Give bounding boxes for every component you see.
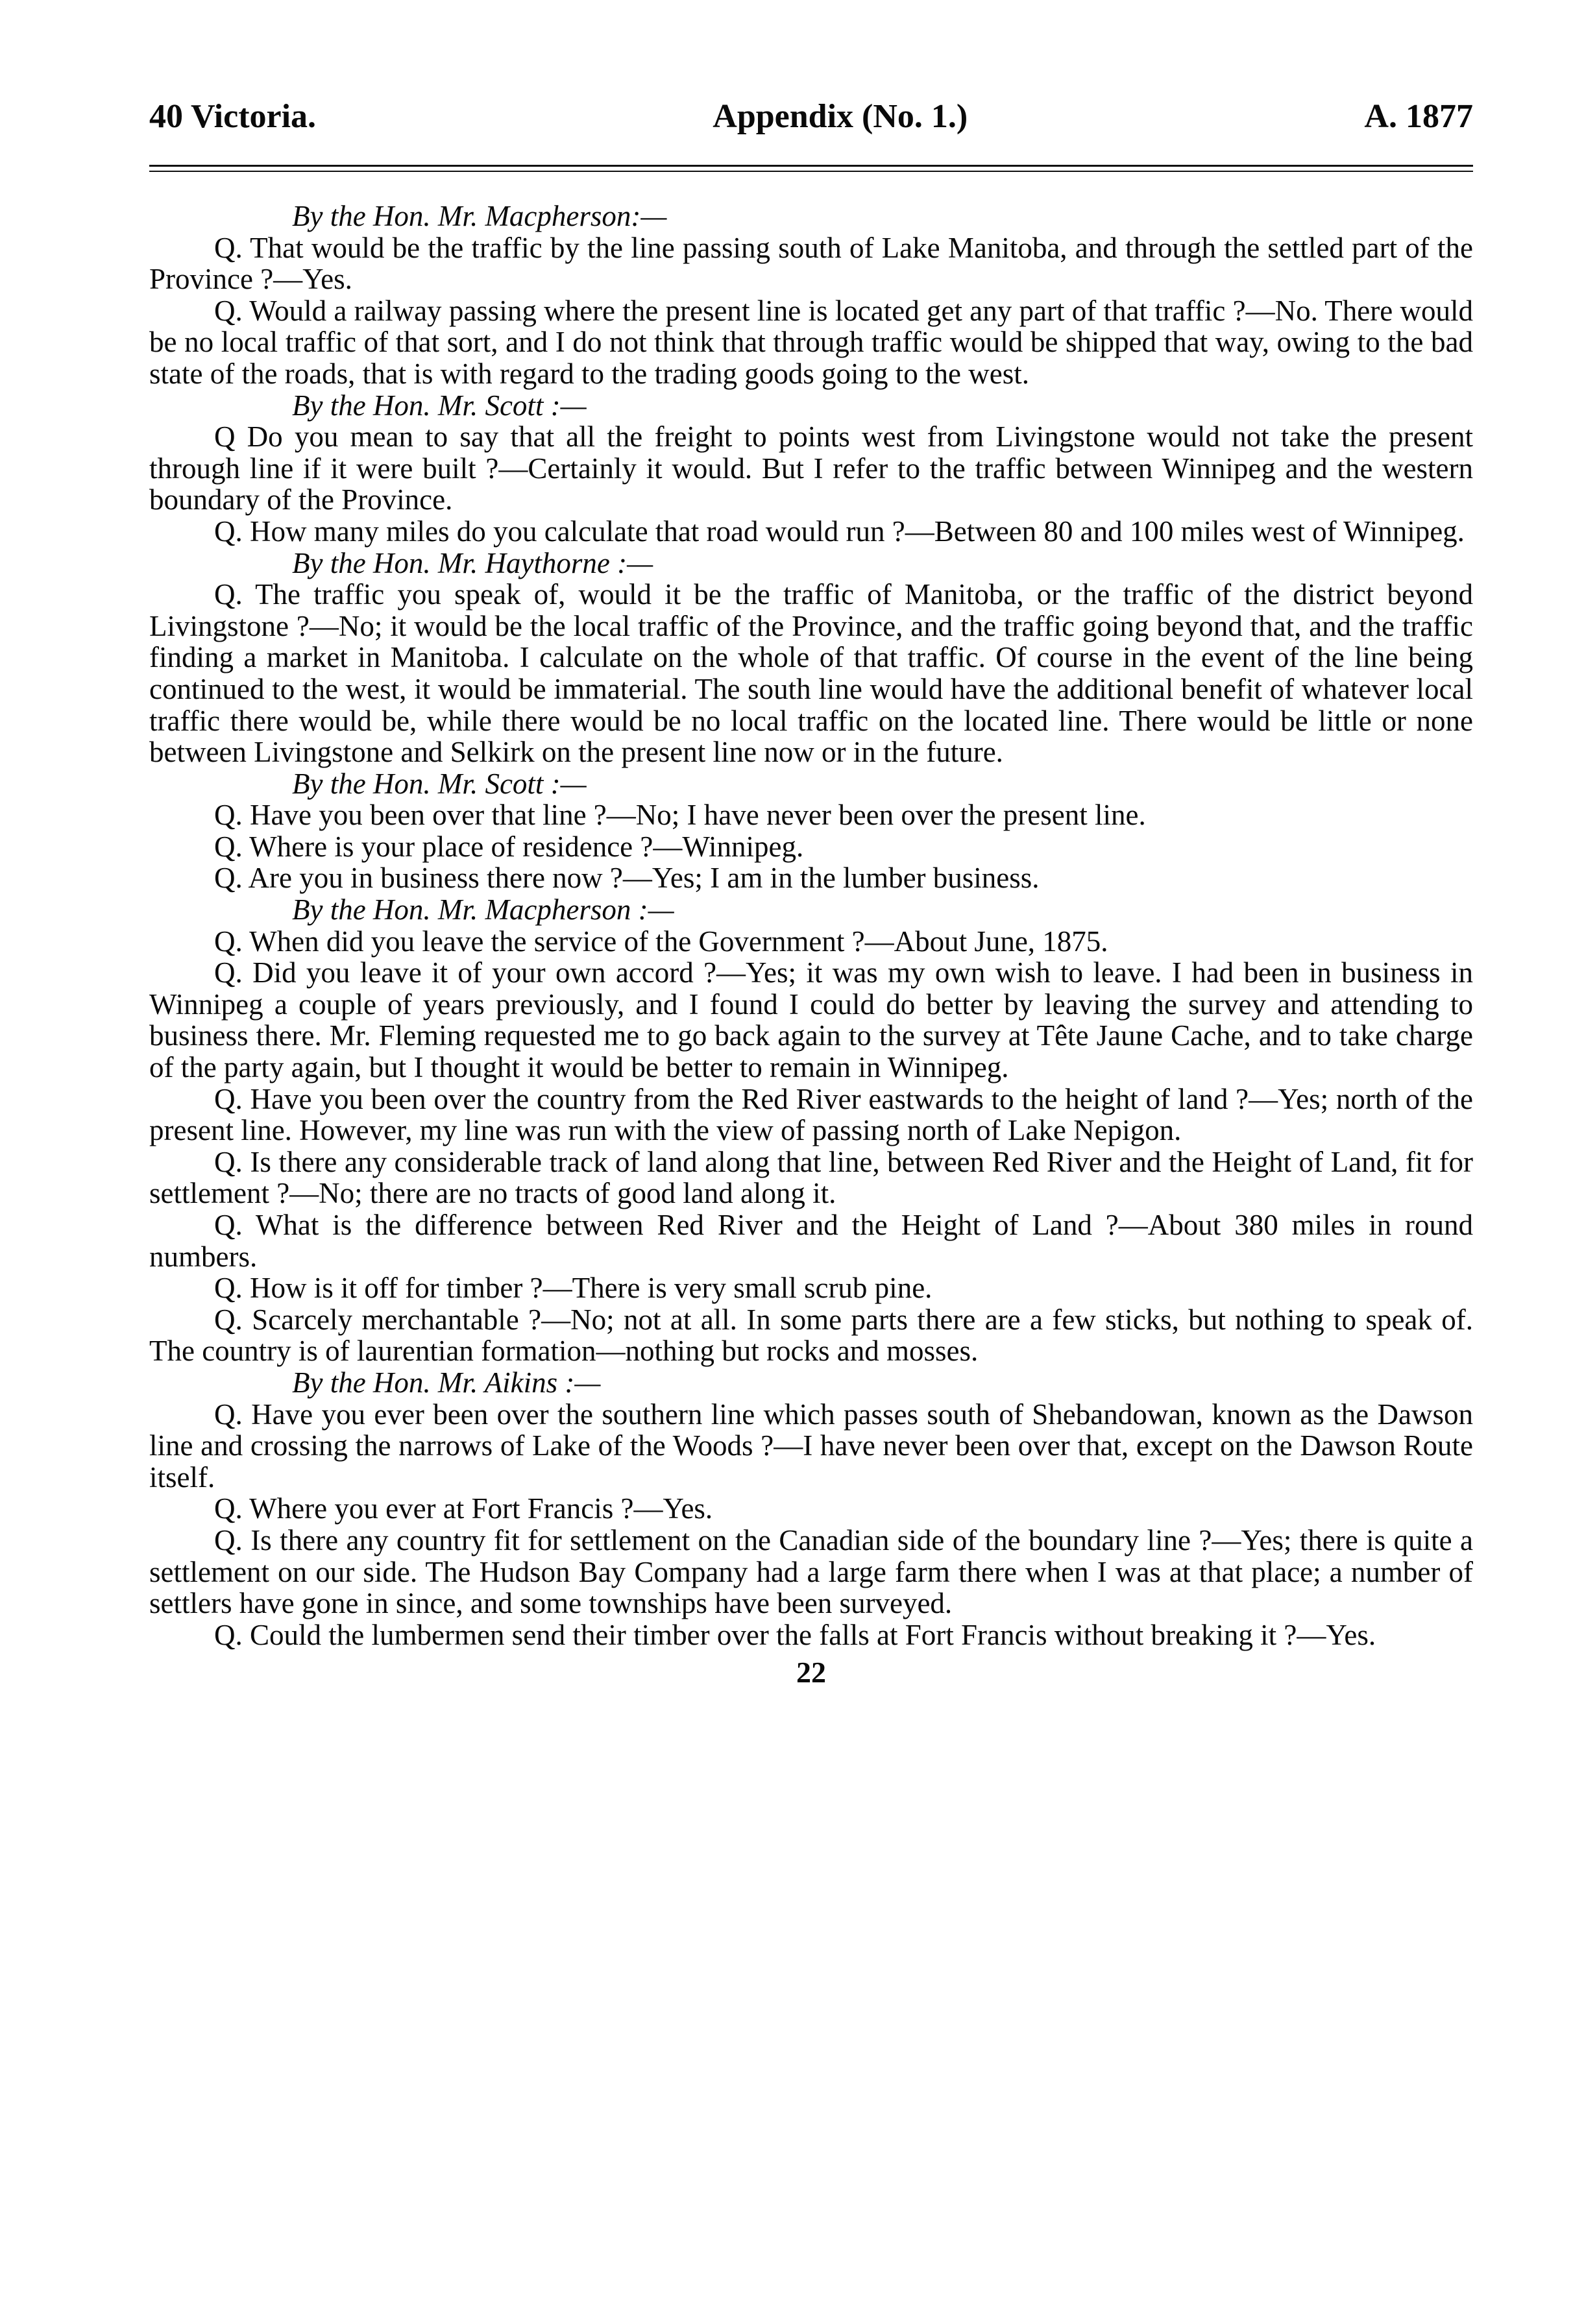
document-body — [149, 200, 1473, 1689]
speaker-heading: By the Hon. Mr. Macpherson:— — [292, 200, 667, 232]
running-header — [149, 97, 1473, 156]
testimony-paragraph: Q. How many miles do you calculate that road would run ?—Between 80 and 100 miles west of Winnipeg. — [214, 514, 1465, 548]
testimony-paragraph: Q. Would a railway passing where the present line is located get any part of that traffic ?—No. There would be no local traffic of that sort, and I do not think that through traffic would be shipped that way, owing to the bad state of the roads, that is with regard to the trading goods going to the west. — [149, 294, 1473, 390]
testimony-paragraph: Q. Where you ever at Fort Francis ?—Yes. — [214, 1492, 713, 1525]
header-session: 40 Victoria. — [149, 98, 317, 135]
testimony-paragraph: Q. Where is your place of residence ?—Winnipeg. — [214, 830, 804, 863]
testimony-paragraph: Q. How is it off for timber ?—There is very small scrub pine. — [214, 1272, 933, 1305]
document-page — [149, 97, 1473, 1689]
testimony-paragraph: Q. When did you leave the service of the Government ?—About June, 1875. — [214, 925, 1108, 958]
header-rule — [149, 165, 1473, 172]
testimony-paragraph: Q. Scarcely merchantable ?—No; not at all. In some parts there are a few sticks, but nothing to speak of. The country is of laurentian formation—nothing but rocks and mosses. — [149, 1303, 1473, 1368]
testimony-paragraph: Q. Did you leave it of your own accord ?—Yes; it was my own wish to leave. I had been in business in Winnipeg a couple of years previously, and I found I could do better by leaving the survey and attending to business there. Mr. Fleming requested me to go back again to the survey at Tête Jaune Cache, and to take charge of the party again, but I thought it would be better to remain in Winnipeg. — [149, 956, 1473, 1084]
header-year: A. 1877 — [1364, 98, 1473, 135]
page-number: 22 — [796, 1656, 826, 1689]
testimony-paragraph: Q. The traffic you speak of, would it be the traffic of Manitoba, or the traffic of the district beyond Livingstone ?—No; it would be the local traffic of the Province, and the traffic going beyond that, and the traffic finding a market in Manitoba. I calculate on the whole of that traffic. Of course in the event of the line being continued to the west, it would be immaterial. The south line would have the additional benefit of whatever local traffic there would be, while there would be no local traffic on the located line. There would be little or none between Livingstone and Selkirk on the present line now or in the future. — [149, 578, 1473, 769]
testimony-paragraph: Q. Have you been over the country from the Red River eastwards to the height of land ?—Yes; north of the present line. However, my line was run with the view of passing north of Lake Nepigon. — [149, 1082, 1473, 1147]
header-appendix: Appendix (No. 1.) — [713, 98, 968, 135]
testimony-paragraph: Q. What is the difference between Red River and the Height of Land ?—About 380 miles in round numbers. — [149, 1209, 1473, 1273]
speaker-heading: By the Hon. Mr. Haythorne :— — [292, 546, 653, 579]
speaker-heading: By the Hon. Mr. Macpherson :— — [292, 893, 674, 926]
testimony-paragraph: Q. Are you in business there now ?—Yes; I am in the lumber business. — [214, 862, 1040, 895]
testimony-paragraph: Q. Is there any country fit for settlement on the Canadian side of the boundary line ?—Yes; there is quite a settlement on our side. The Hudson Bay Company had a large farm there when I was at that place; a number of settlers have gone in since, and some townships have been surveyed. — [149, 1523, 1473, 1620]
speaker-heading: By the Hon. Mr. Aikins :— — [292, 1366, 601, 1399]
testimony-paragraph: Q. Could the lumbermen send their timber over the falls at Fort Francis without breaking it ?—Yes. — [214, 1618, 1376, 1651]
speaker-heading: By the Hon. Mr. Scott :— — [292, 389, 587, 422]
testimony-paragraph: Q Do you mean to say that all the freight to points west from Livingstone would not take the present through line if it were built ?—Certainly it would. But I refer to the traffic between Winnipeg and the western boundary of the Province. — [149, 420, 1473, 516]
testimony-paragraph: Q. Have you ever been over the southern line which passes south of Shebandowan, known as the Dawson line and crossing the narrows of Lake of the Woods ?—I have never been over that, except on the Dawson Route itself. — [149, 1398, 1473, 1494]
testimony-paragraph: Q. Have you been over that line ?—No; I have never been over the present line. — [214, 799, 1146, 832]
speaker-heading: By the Hon. Mr. Scott :— — [292, 767, 587, 800]
testimony-paragraph: Q. Is there any considerable track of land along that line, between Red River and the Height of Land, fit for settlement ?—No; there are no tracts of good land along it. — [149, 1145, 1473, 1210]
testimony-paragraph: Q. That would be the traffic by the line passing south of Lake Manitoba, and through the settled part of the Province ?—Yes. — [149, 231, 1473, 296]
